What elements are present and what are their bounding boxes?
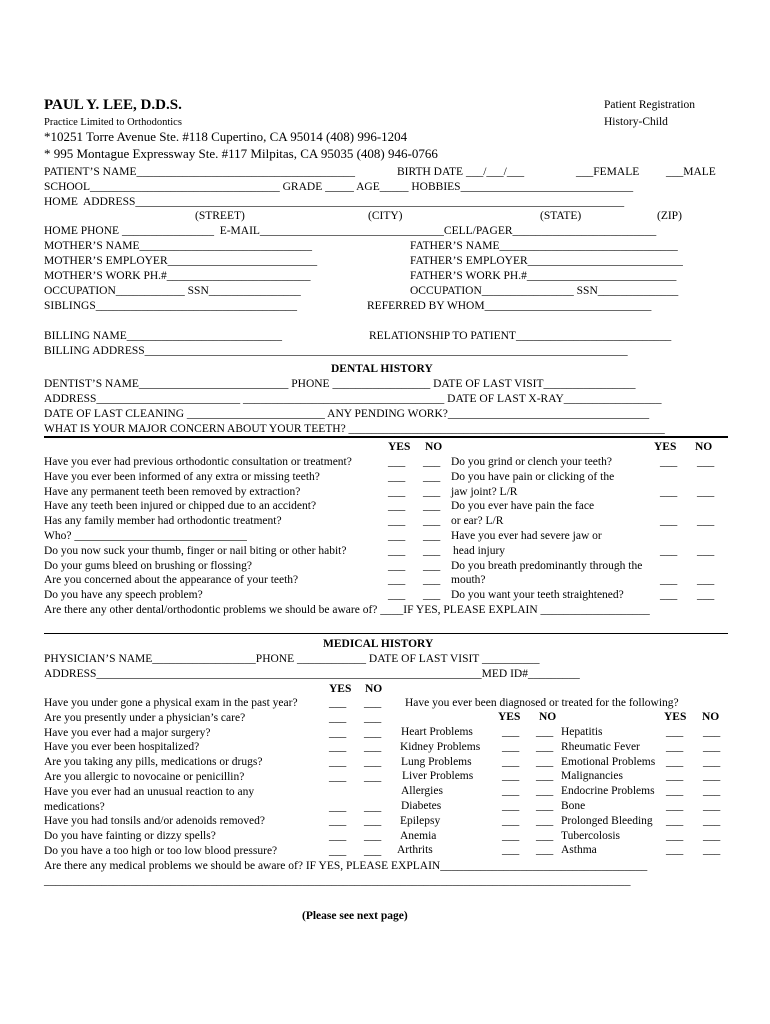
city-caption: (CITY) [368, 210, 403, 222]
yes-blank[interactable]: ___ [666, 785, 684, 797]
no-blank[interactable]: ___ [423, 471, 441, 483]
yes-blank[interactable]: ___ [502, 844, 520, 856]
condition-label-right: Bone [561, 800, 586, 812]
medical-divider [44, 633, 728, 634]
no-blank[interactable]: ___ [697, 486, 715, 498]
no-blank[interactable]: ___ [364, 845, 382, 857]
yes-blank[interactable]: ___ [388, 574, 406, 586]
yes-blank[interactable]: ___ [388, 500, 406, 512]
no-blank[interactable]: ___ [364, 771, 382, 783]
no-blank[interactable]: ___ [703, 815, 721, 827]
dental-question: Has any family member had orthodontic treatment? [44, 515, 282, 527]
yes-blank[interactable]: ___ [666, 844, 684, 856]
no-blank[interactable]: ___ [423, 545, 441, 557]
yes-blank[interactable]: ___ [329, 697, 347, 709]
condition-label-right: Tubercolosis [561, 830, 620, 842]
no-blank[interactable]: ___ [423, 515, 441, 527]
diagnosed-question: Have you ever been diagnosed or treated for the following? [405, 697, 679, 709]
phone-email-line[interactable]: HOME PHONE ________________ E-MAIL________________________________CELL/PAGER_________________________ [44, 225, 657, 237]
medical-explain-line[interactable]: ______________________________________________________________________________________________________ [44, 875, 631, 887]
yes-blank[interactable]: ___ [666, 830, 684, 842]
dental-history-title: DENTAL HISTORY [331, 363, 433, 375]
dental-yes-header: YES [388, 441, 411, 453]
yes-blank[interactable]: ___ [502, 830, 520, 842]
dental-no-header-right: NO [695, 441, 713, 453]
no-blank[interactable]: ___ [423, 574, 441, 586]
yes-blank[interactable]: ___ [388, 471, 406, 483]
condition-label: Heart Problems [401, 726, 473, 738]
conditions-yes-header: YES [498, 711, 521, 723]
last-cleaning-line[interactable]: DATE OF LAST CLEANING ________________________ ANY PENDING WORK?___________________________________ [44, 408, 650, 420]
yes-blank[interactable]: ___ [502, 756, 520, 768]
dental-question-right: head injury [453, 545, 506, 557]
no-blank[interactable]: ___ [364, 801, 382, 813]
no-blank[interactable]: ___ [697, 515, 715, 527]
yes-blank[interactable]: ___ [329, 756, 347, 768]
yes-blank[interactable]: ___ [666, 800, 684, 812]
yes-blank[interactable]: ___ [329, 830, 347, 842]
yes-blank[interactable]: ___ [660, 486, 678, 498]
form-title-history: History-Child [604, 116, 668, 128]
medical-question: Are you presently under a physician’s care? [44, 712, 246, 724]
medical-question: Have you had tonsils and/or adenoids removed? [44, 815, 265, 827]
zip-caption: (ZIP) [657, 210, 682, 222]
medical-other-problems[interactable]: Are there any medical problems we should be aware of? IF YES, PLEASE EXPLAIN____________________________________ [44, 860, 648, 872]
yes-blank[interactable]: ___ [329, 845, 347, 857]
no-blank[interactable]: ___ [703, 844, 721, 856]
yes-blank[interactable]: ___ [660, 574, 678, 586]
medical-history-title: MEDICAL HISTORY [323, 638, 434, 650]
yes-blank[interactable]: ___ [666, 770, 684, 782]
siblings-field[interactable]: SIBLINGS___________________________________ [44, 300, 298, 312]
female-checkbox[interactable]: ___FEMALE [576, 166, 640, 178]
yes-blank[interactable]: ___ [502, 785, 520, 797]
yes-blank[interactable]: ___ [388, 545, 406, 557]
dental-divider [44, 436, 728, 438]
no-blank[interactable]: ___ [697, 456, 715, 468]
billing-address-field[interactable]: BILLING ADDRESS____________________________________________________________________________________ [44, 345, 628, 357]
dental-question-right: jaw joint? L/R [451, 486, 518, 498]
yes-blank[interactable]: ___ [388, 456, 406, 468]
no-blank[interactable]: ___ [423, 560, 441, 572]
dental-question: Have you ever had previous orthodontic consultation or treatment? [44, 456, 352, 468]
dental-question-right: Do you have pain or clicking of the [451, 471, 615, 483]
no-blank[interactable]: ___ [364, 815, 382, 827]
no-blank[interactable]: ___ [364, 756, 382, 768]
father-work-phone-field[interactable]: FATHER’S WORK PH.#__________________________ [410, 270, 677, 282]
no-blank[interactable]: ___ [536, 756, 554, 768]
form-title-registration: Patient Registration [604, 99, 696, 111]
medical-question: Have you under gone a physical exam in the past year? [44, 697, 298, 709]
office-address-milpitas: * 995 Montague Expressway Ste. #117 Milpitas, CA 95035 (408) 946-0766 [44, 146, 438, 161]
home-address-line[interactable]: HOME ADDRESS_____________________________________________________________________________________ [44, 196, 625, 208]
no-blank[interactable]: ___ [703, 741, 721, 753]
no-blank[interactable]: ___ [364, 741, 382, 753]
no-blank[interactable]: ___ [536, 741, 554, 753]
medical-question: Are you taking any pills, medications or drugs? [44, 756, 263, 768]
conditions-no-header-right: NO [702, 711, 720, 723]
yes-blank[interactable]: ___ [502, 770, 520, 782]
yes-blank[interactable]: ___ [329, 771, 347, 783]
no-blank[interactable]: ___ [697, 545, 715, 557]
referred-by-field[interactable]: REFERRED BY WHOM_____________________________ [367, 300, 652, 312]
dental-other-problems[interactable]: Are there any other dental/orthodontic problems we should be aware of? ____IF YES, PLEASE EXPLAIN ___________________ [44, 604, 650, 616]
no-blank[interactable]: ___ [423, 530, 441, 542]
yes-blank[interactable]: ___ [666, 741, 684, 753]
no-blank[interactable]: ___ [364, 727, 382, 739]
yes-blank[interactable]: ___ [660, 456, 678, 468]
condition-label-right: Hepatitis [561, 726, 603, 738]
mother-employer-field[interactable]: MOTHER’S EMPLOYER__________________________ [44, 255, 318, 267]
medical-yes-header: YES [329, 683, 352, 695]
no-blank[interactable]: ___ [423, 456, 441, 468]
mother-name-field[interactable]: MOTHER’S NAME______________________________ [44, 240, 313, 252]
condition-label: Anemia [400, 830, 437, 842]
dental-no-header: NO [425, 441, 443, 453]
medical-question: Do you have fainting or dizzy spells? [44, 830, 216, 842]
conditions-no-header: NO [539, 711, 557, 723]
condition-label-right: Emotional Problems [561, 756, 656, 768]
yes-blank[interactable]: ___ [666, 815, 684, 827]
dentist-address-line[interactable]: ADDRESS_________________________ ___________________________________ DATE OF LAST X-RAY_________________ [44, 393, 662, 405]
dental-question-right: Do you breath predominantly through the [451, 560, 643, 572]
condition-label: Epilepsy [400, 815, 441, 827]
condition-label: Arthrits [397, 844, 433, 856]
dental-yes-header-right: YES [654, 441, 677, 453]
birth-date-field[interactable]: BIRTH DATE ___/___/___ [397, 166, 525, 178]
physician-line[interactable]: PHYSICIAN’S NAME__________________PHONE ____________ DATE OF LAST VISIT __________ [44, 653, 540, 665]
no-blank[interactable]: ___ [703, 830, 721, 842]
condition-label: Kidney Problems [400, 741, 481, 753]
office-address-cupertino: *10251 Torre Avenue Ste. #118 Cupertino, CA 95014 (408) 996-1204 [44, 129, 408, 144]
dental-question-right: Do you want your teeth straightened? [451, 589, 624, 601]
school-line[interactable]: SCHOOL_________________________________ GRADE _____ AGE_____ HOBBIES______________________________ [44, 181, 634, 193]
yes-blank[interactable]: ___ [502, 741, 520, 753]
no-blank[interactable]: ___ [697, 589, 715, 601]
dental-question: Do you now suck your thumb, finger or nail biting or other habit? [44, 545, 347, 557]
yes-blank[interactable]: ___ [388, 560, 406, 572]
condition-label-right: Prolonged Bleeding [561, 815, 653, 827]
no-blank[interactable]: ___ [703, 756, 721, 768]
yes-blank[interactable]: ___ [388, 530, 406, 542]
yes-blank[interactable]: ___ [660, 589, 678, 601]
yes-blank[interactable]: ___ [329, 712, 347, 724]
yes-blank[interactable]: ___ [388, 486, 406, 498]
relationship-field[interactable]: RELATIONSHIP TO PATIENT___________________________ [369, 330, 672, 342]
no-blank[interactable]: ___ [364, 697, 382, 709]
yes-blank[interactable]: ___ [660, 515, 678, 527]
billing-name-field[interactable]: BILLING NAME___________________________ [44, 330, 282, 342]
dental-question: Do your gums bleed on brushing or flossing? [44, 560, 252, 572]
condition-label: Allergies [401, 785, 443, 797]
male-checkbox[interactable]: ___MALE [666, 166, 716, 178]
dental-question-right: Do you grind or clench your teeth? [451, 456, 612, 468]
patient-name-field[interactable]: PATIENT’S NAME______________________________________ [44, 166, 356, 178]
yes-blank[interactable]: ___ [329, 815, 347, 827]
practice-subtitle: Practice Limited to Orthodontics [44, 117, 182, 128]
dental-question: Have any teeth been injured or chipped due to an accident? [44, 500, 317, 512]
no-blank[interactable]: ___ [423, 486, 441, 498]
medical-question: Have you ever had an unusual reaction to any [44, 786, 255, 798]
next-page-note: (Please see next page) [302, 910, 408, 922]
medical-question: Do you have a too high or too low blood pressure? [44, 845, 278, 857]
yes-blank[interactable]: ___ [329, 741, 347, 753]
yes-blank[interactable]: ___ [329, 727, 347, 739]
major-concern-line[interactable]: WHAT IS YOUR MAJOR CONCERN ABOUT YOUR TEETH? _______________________________________________________ [44, 423, 665, 435]
no-blank[interactable]: ___ [423, 500, 441, 512]
medical-question: Are you allergic to novocaine or penicillin? [44, 771, 245, 783]
dentist-line[interactable]: DENTIST’S NAME__________________________ PHONE _________________ DATE OF LAST VISIT________________ [44, 378, 636, 390]
father-occupation-field[interactable]: OCCUPATION________________ SSN______________ [410, 285, 679, 297]
physician-address-line[interactable]: ADDRESS___________________________________________________________________MED ID#_________ [44, 668, 580, 680]
yes-blank[interactable]: ___ [660, 545, 678, 557]
dental-question: Have you ever been informed of any extra or missing teeth? [44, 471, 320, 483]
medical-question: Have you ever been hospitalized? [44, 741, 200, 753]
no-blank[interactable]: ___ [703, 800, 721, 812]
dental-question: Do you have any speech problem? [44, 589, 203, 601]
medical-no-header: NO [365, 683, 383, 695]
condition-label: Liver Problems [402, 770, 474, 782]
no-blank[interactable]: ___ [536, 815, 554, 827]
no-blank[interactable]: ___ [364, 712, 382, 724]
condition-label-right: Endocrine Problems [561, 785, 655, 797]
dental-question-right: or ear? L/R [451, 515, 504, 527]
condition-label: Diabetes [401, 800, 442, 812]
yes-blank[interactable]: ___ [666, 726, 684, 738]
yes-blank[interactable]: ___ [666, 756, 684, 768]
no-blank[interactable]: ___ [536, 844, 554, 856]
no-blank[interactable]: ___ [536, 770, 554, 782]
yes-blank[interactable]: ___ [329, 801, 347, 813]
state-caption: (STATE) [540, 210, 582, 222]
condition-label-right: Asthma [561, 844, 597, 856]
yes-blank[interactable]: ___ [502, 800, 520, 812]
no-blank[interactable]: ___ [536, 785, 554, 797]
no-blank[interactable]: ___ [536, 800, 554, 812]
condition-label: Lung Problems [401, 756, 472, 768]
no-blank[interactable]: ___ [697, 574, 715, 586]
dental-question: Who? ______________________________ [44, 530, 247, 542]
father-employer-field[interactable]: FATHER’S EMPLOYER___________________________ [410, 255, 683, 267]
no-blank[interactable]: ___ [703, 726, 721, 738]
medical-question: medications? [44, 801, 105, 813]
condition-label-right: Rheumatic Fever [561, 741, 640, 753]
mother-occupation-field[interactable]: OCCUPATION____________ SSN________________ [44, 285, 301, 297]
medical-question: Have you ever had a major surgery? [44, 727, 211, 739]
no-blank[interactable]: ___ [364, 830, 382, 842]
dental-question: Are you concerned about the appearance of your teeth? [44, 574, 299, 586]
no-blank[interactable]: ___ [536, 726, 554, 738]
condition-label-right: Malignancies [561, 770, 623, 782]
no-blank[interactable]: ___ [423, 589, 441, 601]
street-caption: (STREET) [195, 210, 245, 222]
father-name-field[interactable]: FATHER’S NAME_______________________________ [410, 240, 678, 252]
yes-blank[interactable]: ___ [502, 815, 520, 827]
yes-blank[interactable]: ___ [388, 589, 406, 601]
no-blank[interactable]: ___ [703, 785, 721, 797]
yes-blank[interactable]: ___ [388, 515, 406, 527]
dental-question-right: mouth? [451, 574, 486, 586]
conditions-yes-header-right: YES [664, 711, 687, 723]
no-blank[interactable]: ___ [536, 830, 554, 842]
dental-question: Have any permanent teeth been removed by extraction? [44, 486, 301, 498]
mother-work-phone-field[interactable]: MOTHER’S WORK PH.#_________________________ [44, 270, 311, 282]
yes-blank[interactable]: ___ [502, 726, 520, 738]
dental-question-right: Have you ever had severe jaw or [451, 530, 602, 542]
doctor-name: PAUL Y. LEE, D.D.S. [44, 97, 182, 113]
no-blank[interactable]: ___ [703, 770, 721, 782]
dental-question-right: Do you ever have pain the face [451, 500, 595, 512]
